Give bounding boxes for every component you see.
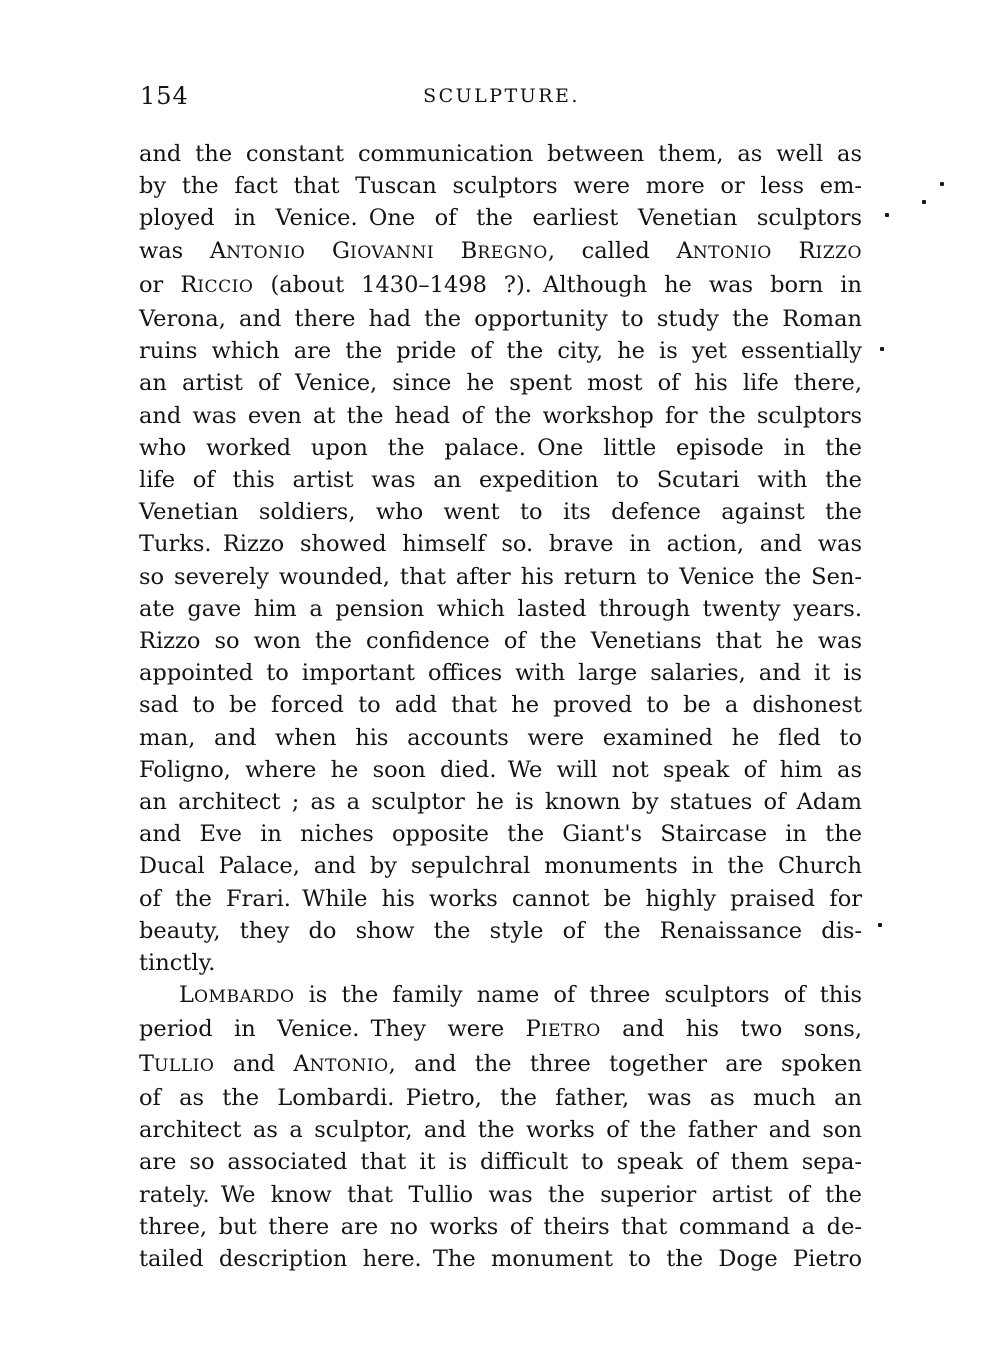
text-line: was ANTONIO GIOVANNI BREGNO, called ANTONIO RIZZO: [139, 237, 862, 264]
scan-noise-speck: [885, 213, 889, 217]
small-caps-name: ANTONIO: [676, 237, 772, 264]
small-caps-name: RIZZO: [798, 237, 862, 264]
text-line: ployed in Venice. One of the earliest Venetian sculptors: [139, 205, 862, 232]
scan-noise-speck: [922, 200, 926, 204]
text-line: beauty, they do show the style of the Renaissance dis-: [139, 917, 862, 944]
text-line: an architect ; as a sculptor he is known by statues of Adam: [139, 789, 862, 816]
text-line: of the Frari. While his works cannot be highly praised for: [139, 885, 862, 912]
text-line: are so associated that it is difficult to speak of them sepa-: [139, 1149, 862, 1176]
small-caps-name: BREGNO: [460, 237, 548, 264]
text-line: of as the Lombardi. Pietro, the father, was as much an: [139, 1084, 862, 1111]
text-line: Turks. Rizzo showed himself so. brave in action, and was: [139, 531, 862, 558]
running-header: SCULPTURE.: [423, 85, 580, 107]
text-line: Foligno, where he soon died. We will not speak of him as: [139, 756, 862, 783]
text-line: LOMBARDO is the family name of three sculptors of this: [179, 982, 862, 1009]
text-line: by the fact that Tuscan sculptors were more or less em-: [139, 173, 862, 200]
text-line: or RICCIO (about 1430–1498 ?). Although he was born in: [139, 271, 862, 298]
text-line: Rizzo so won the confidence of the Venetians that he was: [139, 628, 862, 655]
text-line: tinctly.: [139, 950, 216, 977]
small-caps-name: ANTONIO: [293, 1050, 389, 1077]
text-line: ate gave him a pension which lasted through twenty years.: [139, 595, 862, 622]
text-line: Verona, and there had the opportunity to study the Roman: [139, 306, 862, 333]
text-line: man, and when his accounts were examined he fled to: [139, 724, 862, 751]
text-line: appointed to important offices with large salaries, and it is: [139, 660, 862, 687]
scan-noise-speck: [880, 347, 884, 351]
text-body: [139, 138, 862, 1275]
text-line: so severely wounded, that after his return to Venice the Sen-: [139, 563, 862, 590]
text-line: who worked upon the palace. One little episode in the: [139, 434, 862, 461]
text-line: architect as a sculptor, and the works of the father and son: [139, 1117, 862, 1144]
text-line: Ducal Palace, and by sepulchral monuments in the Church: [139, 853, 862, 880]
small-caps-name: RICCIO: [180, 271, 254, 298]
scan-noise-speck: [878, 923, 882, 927]
small-caps-name: ANTONIO: [209, 237, 306, 264]
small-caps-name: PIETRO: [525, 1016, 601, 1043]
small-caps-name: LOMBARDO: [179, 982, 295, 1009]
scan-noise-speck: [940, 182, 944, 186]
text-line: an artist of Venice, since he spent most of his life there,: [139, 370, 862, 397]
text-line: TULLIO and ANTONIO, and the three together are spoken: [139, 1050, 862, 1077]
page-number: 154: [140, 82, 189, 110]
small-caps-name: GIOVANNI: [331, 237, 435, 264]
text-line: period in Venice. They were PIETRO and his two sons,: [139, 1016, 863, 1043]
text-line: ruins which are the pride of the city, he is yet essentially: [139, 338, 862, 365]
text-line: three, but there are no works of theirs that command a de-: [139, 1213, 862, 1240]
text-line: Venetian soldiers, who went to its defence against the: [139, 499, 862, 526]
text-line: tailed description here. The monument to the Doge Pietro: [139, 1245, 862, 1272]
text-line: and the constant communication between them, as well as: [139, 141, 862, 167]
text-line: and was even at the head of the workshop for the sculptors: [139, 402, 862, 429]
text-line: rately. We know that Tullio was the superior artist of the: [139, 1181, 862, 1208]
text-line: sad to be forced to add that he proved to be a dishonest: [139, 692, 862, 719]
text-line: and Eve in niches opposite the Giant's Staircase in the: [139, 821, 862, 848]
text-line: life of this artist was an expedition to Scutari with the: [139, 467, 862, 494]
small-caps-name: TULLIO: [139, 1050, 215, 1077]
